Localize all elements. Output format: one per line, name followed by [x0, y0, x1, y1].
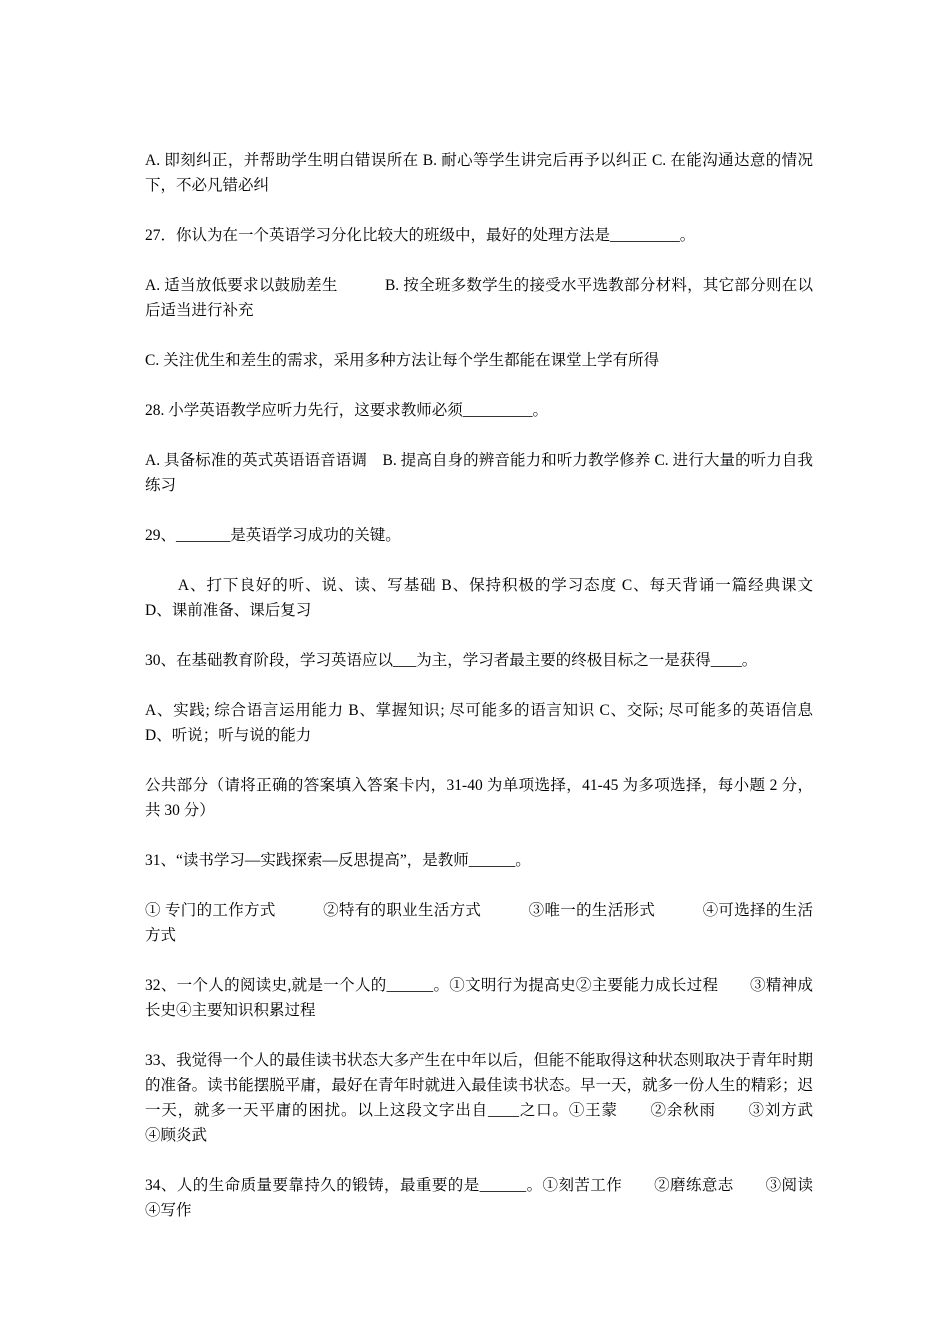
question-30: 30、在基础教育阶段，学习英语应以___为主，学习者最主要的终极目标之一是获得____。 — [145, 652, 758, 669]
question-29: 29、_______是英语学习成功的关键。 — [145, 527, 401, 544]
question-27-options-ab: A. 适当放低要求以鼓励差生 B. 按全班多数学生的接受水平选教部分材料，其它部分则在以后适当进行补充 — [145, 277, 813, 319]
paragraph-26-options: A. 即刻纠正，并帮助学生明白错误所在 B. 耐心等学生讲完后再予以纠正 C. 在能沟通达意的情况下，不必凡错必纠 — [145, 152, 813, 194]
question-31: 31、“读书学习—实践探索—反思提高”，是教师______。 — [145, 852, 531, 869]
question-32: 32、一个人的阅读史,就是一个人的______。①文明行为提高史②主要能力成长过程 ③精神成长史④主要知识积累过程 — [145, 977, 813, 1019]
section-heading-public: 公共部分（请将正确的答案填入答案卡内，31-40 为单项选择，41-45 为多项选择，每小题 2 分，共 30 分） — [145, 777, 813, 819]
question-34: 34、人的生命质量要靠持久的锻铸，最重要的是______。①刻苦工作 ②磨练意志 ③阅读 ④写作 — [145, 1177, 845, 1219]
question-28: 28. 小学英语教学应听力先行，这要求教师必须_________。 — [145, 402, 549, 419]
question-28-options: A. 具备标准的英式英语语音语调 B. 提高自身的辨音能力和听力教学修养 C. 进行大量的听力自我练习 — [145, 452, 813, 494]
question-33: 33、我觉得一个人的最佳读书状态大多产生在中年以后，但能不能取得这种状态则取决于青年时期的准备。读书能摆脱平庸，最好在青年时就进入最佳读书状态。早一天，就多一份人生的精彩；迟一天，就多一天平庸的困扰。以上这段文字出自____之口。①王蒙 ②余秋雨 ③刘方武 ④顾炎武 — [145, 1052, 845, 1144]
question-30-options: A、实践; 综合语言运用能力 B、掌握知识; 尽可能多的语言知识 C、交际; 尽可能多的英语信息 D、听说；听与说的能力 — [145, 702, 813, 744]
question-27: 27．你认为在一个英语学习分化比较大的班级中，最好的处理方法是_________。 — [145, 227, 696, 244]
question-29-options: A、打下良好的听、说、读、写基础 B、保持积极的学习态度 C、每天背诵一篇经典课文 D、课前准备、课后复习 — [145, 577, 829, 619]
question-27-option-c: C. 关注优生和差生的需求，采用多种方法让每个学生都能在课堂上学有所得 — [145, 352, 660, 369]
question-31-options: ① 专门的工作方式 ②特有的职业生活方式 ③唯一的生活形式 ④可选择的生活方式 — [145, 902, 813, 944]
